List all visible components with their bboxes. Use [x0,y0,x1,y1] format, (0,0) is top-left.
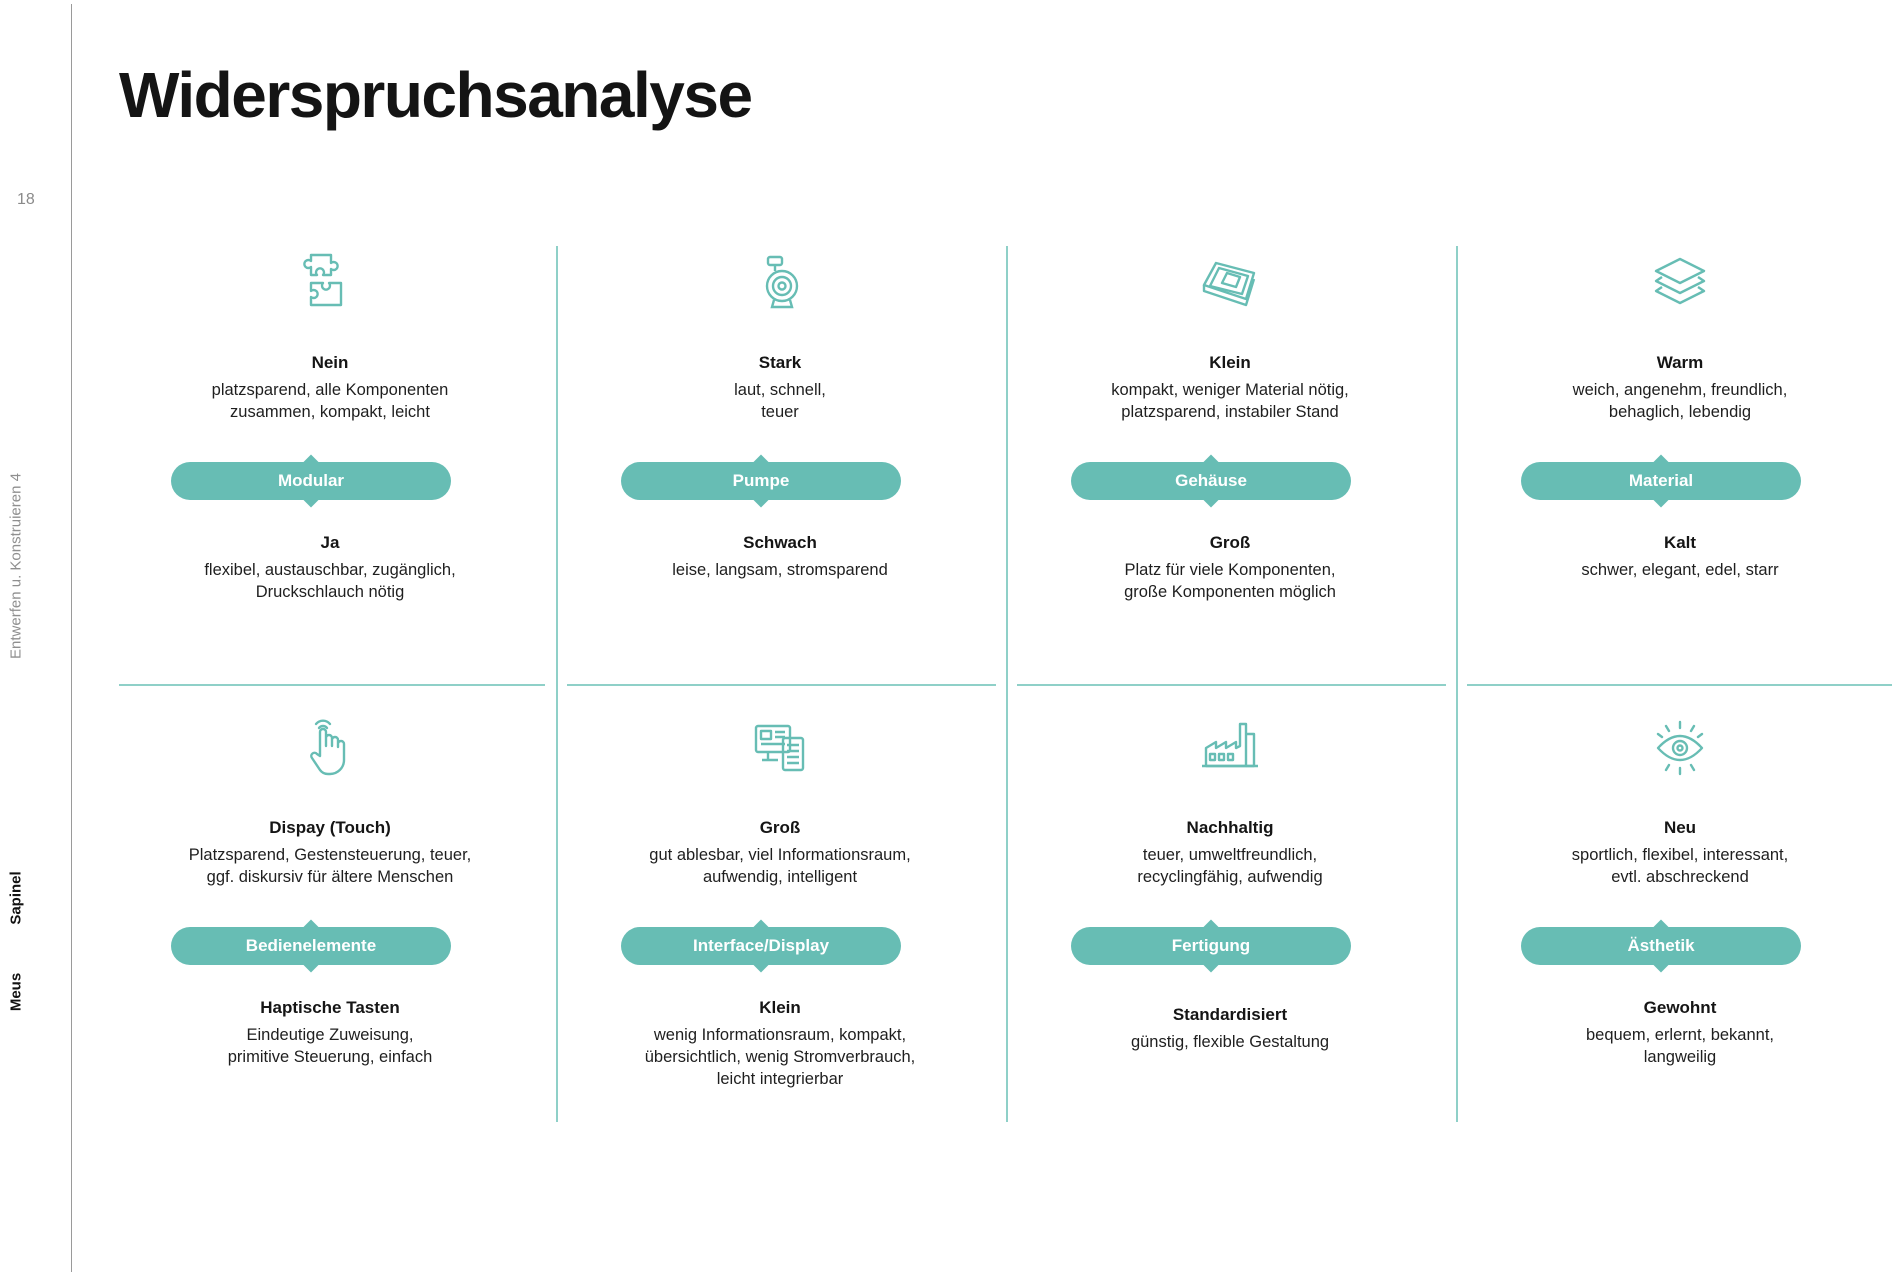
category-pill: Ästhetik [1521,927,1801,965]
layers-icon [1650,253,1710,311]
bottom-option-description: schwer, elegant, edel, starr [1581,561,1779,579]
category-pill: Fertigung [1071,927,1351,965]
bottom-option-description: bequem, erlernt, bekannt, langweilig [1585,1026,1775,1066]
category-pill: Bedienelemente [171,927,451,965]
top-option-description: weich, angenehm, freundlich, behaglich, lebendig [1572,381,1788,421]
row-divider [1467,684,1892,686]
bottom-option-description: Eindeutige Zuweisung, primitive Steuerung, einfach [227,1026,433,1066]
top-option-label: Dispay (Touch) [269,818,391,837]
category-pill: Gehäuse [1071,462,1351,500]
bottom-option-label: Standardisiert [1172,1005,1288,1024]
pump-icon [750,253,810,311]
page-title: Widerspruchsanalyse [119,59,752,131]
top-option-label: Nein [311,353,349,372]
top-option-label: Neu [1663,818,1697,837]
display-devices-icon [750,718,810,776]
top-option-label: Groß [759,818,801,837]
top-option-description: laut, schnell, teuer [734,381,826,421]
factory-icon [1200,718,1260,776]
category-pill: Interface/Display [621,927,901,965]
top-option-description: gut ablesbar, viel Informationsraum, aufwendig, intelligent [649,846,911,886]
category-pill: Pumpe [621,462,901,500]
bottom-option-label: Schwach [743,533,817,552]
top-option-label: Warm [1656,353,1704,372]
top-option-description: Platzsparend, Gestensteuerung, teuer, ggf. diskursiv für ältere Menschen [188,846,472,886]
bottom-option-description: flexibel, austauschbar, zugänglich, Druckschlauch nötig [204,561,456,601]
page-number: 18 [17,191,35,208]
top-option-label: Stark [758,353,802,372]
top-option-label: Nachhaltig [1186,818,1274,837]
row-divider [1017,684,1446,686]
bottom-option-label: Haptische Tasten [260,998,400,1017]
top-option-description: kompakt, weniger Material nötig, platzsparend, instabiler Stand [1111,381,1349,421]
puzzle-icon [300,253,360,311]
row-divider [119,684,545,686]
bottom-option-label: Groß [1209,533,1251,552]
course-label: Entwerfen u. Konstruieren 4 [7,473,25,659]
bottom-option-description: wenig Informationsraum, kompakt, übersichtlich, wenig Stromverbrauch, leicht integrierbar [644,1026,916,1088]
bottom-option-label: Gewohnt [1643,998,1717,1017]
bottom-option-label: Kalt [1663,533,1697,552]
housing-device-icon [1200,253,1260,311]
bottom-option-description: Platz für viele Komponenten, große Komponenten möglich [1124,561,1336,601]
brand-label-sapinel: Sapinel [7,871,25,925]
top-option-description: sportlich, flexibel, interessant, evtl. abschreckend [1571,846,1789,886]
bottom-option-description: günstig, flexible Gestaltung [1130,1033,1330,1051]
category-pill: Material [1521,462,1801,500]
eye-icon [1650,718,1710,776]
bottom-option-label: Ja [320,533,340,552]
top-option-label: Klein [1209,353,1251,372]
touch-hand-icon [300,718,360,776]
side-rule [71,4,72,1272]
top-option-description: teuer, umweltfreundlich, recyclingfähig, aufwendig [1137,846,1323,886]
top-option-description: platzsparend, alle Komponenten zusammen, kompakt, leicht [211,381,449,421]
bottom-option-label: Klein [759,998,801,1017]
category-pill: Modular [171,462,451,500]
bottom-option-description: leise, langsam, stromsparend [672,561,888,579]
brand-label-meus: Meus [7,972,25,1012]
row-divider [567,684,996,686]
